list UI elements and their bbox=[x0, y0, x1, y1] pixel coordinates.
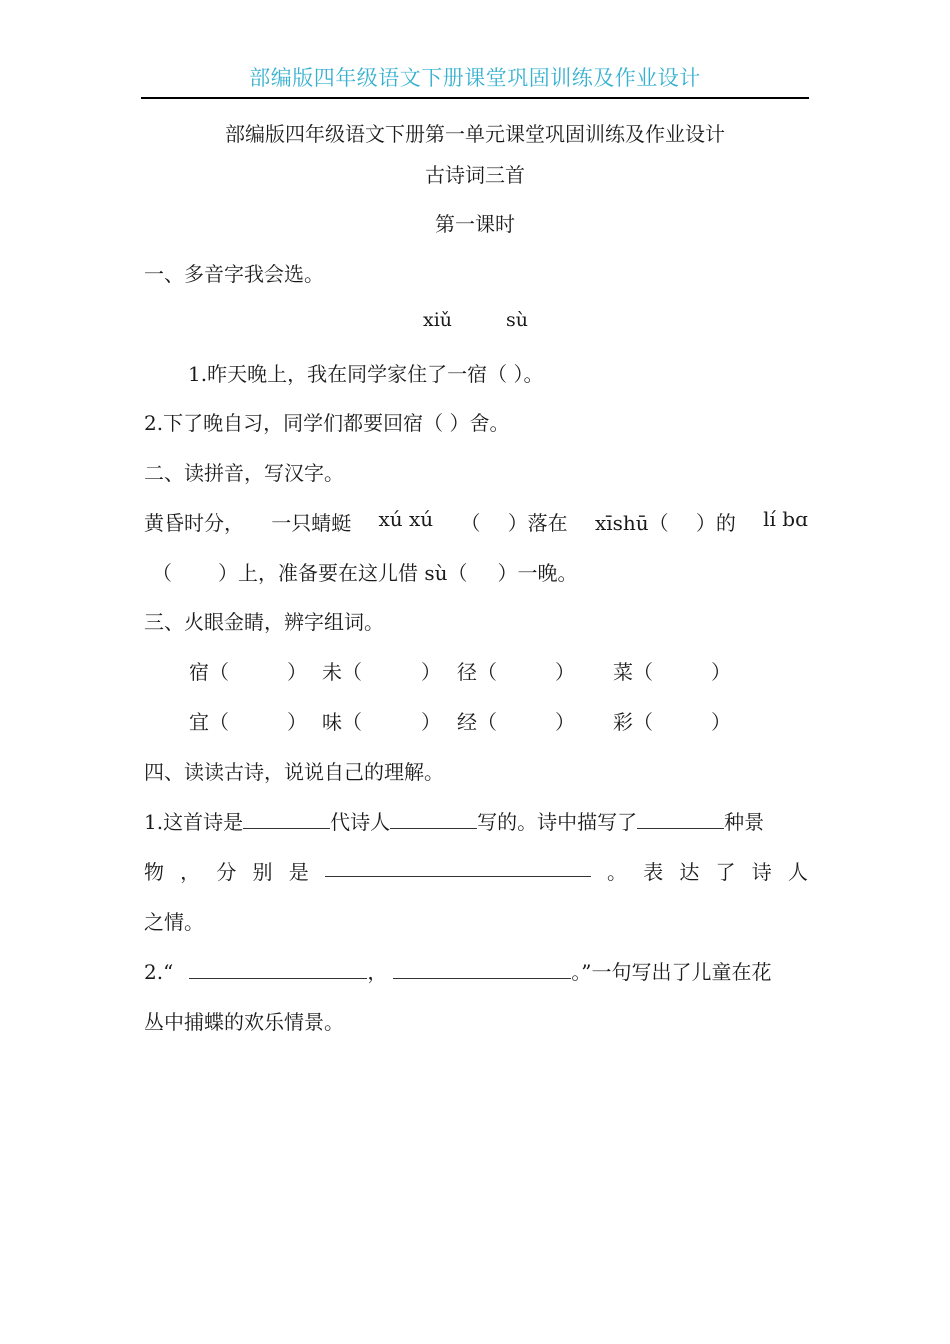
text-segment: 2.“ bbox=[144, 960, 174, 984]
char-cell-close: ） bbox=[711, 660, 731, 684]
section-1-question-1: 1.昨天晚上，我在同学家住了一宿（ ）。 bbox=[188, 362, 544, 386]
pinyin-option-a: xiǔ bbox=[423, 309, 453, 331]
pinyin-xuxu: xú xú bbox=[378, 507, 434, 531]
section-2-line-1 bbox=[144, 507, 808, 536]
char-cell: 径（ bbox=[457, 660, 497, 684]
answer-blank bbox=[325, 856, 591, 877]
char-cell-close: ） bbox=[421, 660, 441, 684]
text-segment: 一只蜻蜓 bbox=[271, 511, 352, 535]
section-4-question-2-line-2: 丛中捕蝶的欢乐情景。 bbox=[144, 1010, 344, 1034]
char-cell-close: ） bbox=[555, 660, 575, 684]
text-char: 达 bbox=[679, 860, 700, 884]
char-cell: 宜（ bbox=[189, 710, 229, 734]
text-segment: ）的 bbox=[695, 511, 736, 535]
text-segment: 代诗人 bbox=[330, 810, 391, 834]
answer-bracket-open: （ bbox=[460, 511, 481, 535]
text-segment: 写的。诗中描写了 bbox=[477, 810, 638, 834]
char-cell: 菜（ bbox=[613, 660, 653, 684]
text-char: 分 bbox=[216, 860, 237, 884]
section-4-question-2 bbox=[144, 956, 772, 985]
text-char: 物 bbox=[144, 860, 164, 884]
char-cell-close: ） bbox=[287, 660, 307, 684]
char-cell: 未（ bbox=[322, 660, 362, 684]
text-segment: 。”一句写出了儿童在花 bbox=[571, 960, 772, 984]
section-1-heading: 一、多音字我会选。 bbox=[144, 262, 324, 286]
text-char: ， bbox=[180, 860, 201, 884]
pinyin-option-b: sù bbox=[506, 309, 528, 331]
text-char: 诗 bbox=[751, 860, 772, 884]
text-char: 了 bbox=[715, 860, 736, 884]
text-char: 表 bbox=[643, 860, 664, 884]
text-char: 是 bbox=[288, 860, 309, 884]
pinyin-xishu: xīshū（ bbox=[594, 511, 669, 535]
text-segment: 1.这首诗是 bbox=[144, 810, 244, 834]
text-segment: 黄昏时分， bbox=[144, 511, 244, 535]
text-segment: ）落在 bbox=[507, 511, 568, 535]
lesson-label: 第一课时 bbox=[435, 212, 515, 236]
section-2-line-2 bbox=[152, 557, 578, 586]
answer-blank bbox=[393, 958, 571, 979]
char-cell: 宿（ bbox=[189, 660, 229, 684]
text-segment: ， bbox=[367, 960, 388, 984]
text-char: 人 bbox=[787, 860, 808, 884]
char-cell-close: ） bbox=[555, 710, 575, 734]
section-4-question-1-line-3: 之情。 bbox=[144, 910, 204, 934]
char-cell: 味（ bbox=[322, 710, 362, 734]
section-1-question-2: 2.下了晚自习，同学们都要回宿（ ）舍。 bbox=[144, 411, 510, 435]
text-char: 。 bbox=[607, 860, 628, 884]
answer-blank bbox=[189, 958, 367, 979]
document-subtitle: 古诗词三首 bbox=[425, 163, 525, 187]
text-segment: ）一晚。 bbox=[497, 561, 578, 585]
answer-bracket-open: （ bbox=[152, 561, 172, 585]
pinyin-liba: lí bɑ bbox=[763, 507, 808, 531]
text-segment: ）上，准备要在这儿借 sù（ bbox=[218, 561, 468, 585]
char-cell: 经（ bbox=[457, 710, 497, 734]
section-4-question-1 bbox=[144, 806, 764, 835]
header-divider bbox=[141, 97, 809, 99]
section-3-heading: 三、火眼金睛，辨字组词。 bbox=[144, 610, 384, 634]
answer-blank bbox=[390, 808, 477, 829]
char-cell: 彩（ bbox=[613, 710, 653, 734]
char-cell-close: ） bbox=[421, 710, 441, 734]
section-4-question-1-line-2 bbox=[144, 856, 808, 885]
page-header-title: 部编版四年级语文下册课堂巩固训练及作业设计 bbox=[249, 66, 701, 90]
text-char: 别 bbox=[252, 860, 273, 884]
section-4-heading: 四、读读古诗，说说自己的理解。 bbox=[144, 760, 444, 784]
document-title: 部编版四年级语文下册第一单元课堂巩固训练及作业设计 bbox=[225, 122, 725, 146]
answer-blank bbox=[243, 808, 330, 829]
text-segment: 种景 bbox=[724, 810, 765, 834]
char-cell-close: ） bbox=[287, 710, 307, 734]
char-cell-close: ） bbox=[711, 710, 731, 734]
section-2-heading: 二、读拼音，写汉字。 bbox=[144, 461, 344, 485]
answer-blank bbox=[637, 808, 724, 829]
